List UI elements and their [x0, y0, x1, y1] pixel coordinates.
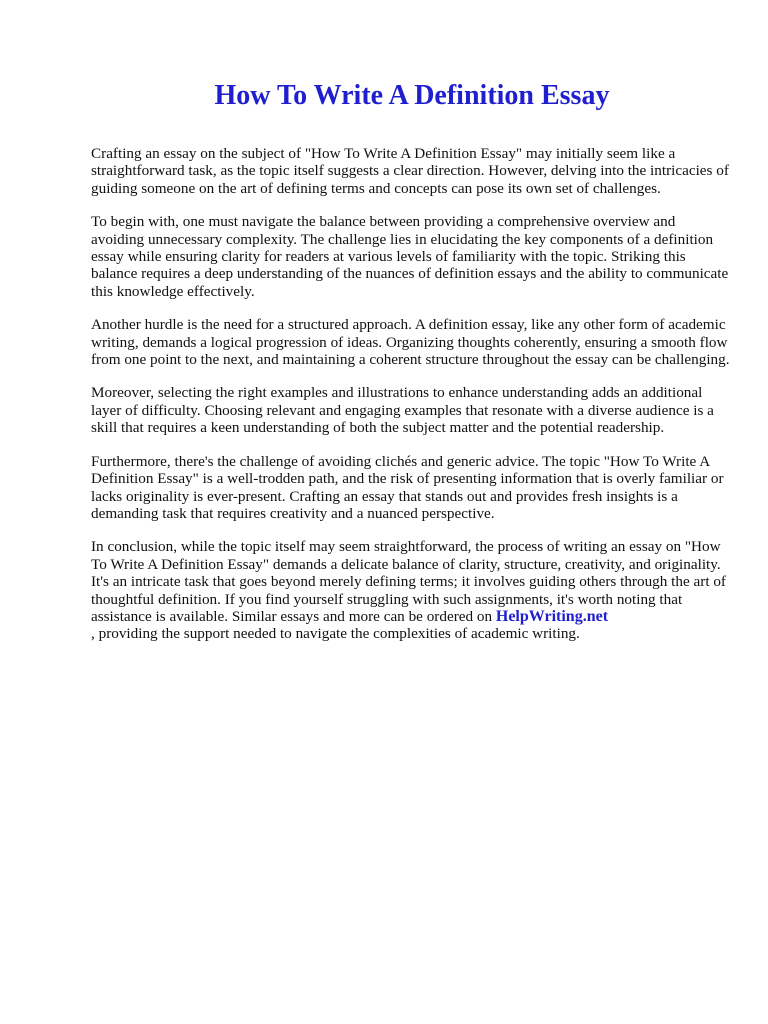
conclusion-tail-text: , providing the support needed to navigate the complexities of academic writing.	[91, 625, 580, 643]
paragraph-structure: Another hurdle is the need for a structured approach. A definition essay, like any other form of academic writing, demands a logical progression of ideas. Organizing thoughts coherently, ensuring a smooth flow from one point to the next, and maintaining a coherent structure throughout the essay can be challenging.	[91, 316, 730, 369]
conclusion-text: In conclusion, while the topic itself may seem straightforward, the process of writing an essay on "How To Write A Definition Essay" demands a delicate balance of clarity, structure, creativity, and originality. It's an intricate task that goes beyond merely defining terms; it involves guiding others through the art of thoughtful definition. If you find yourself struggling with such assignments, it's worth noting that assistance is available. Similar essays and more can be ordered on	[91, 538, 726, 625]
helpwriting-link[interactable]: HelpWriting.net	[495, 607, 609, 625]
paragraph-cliches: Furthermore, there's the challenge of avoiding clichés and generic advice. The topic "How To Write A Definition Essay" is a well-trodden path, and the risk of presenting information that is overly familiar or lacks originality is ever-present. Crafting an essay that stands out and provides fresh insights is a demanding task that requires creativity and a nuanced perspective.	[91, 452, 724, 522]
document-body	[91, 145, 731, 659]
document-title: How To Write A Definition Essay	[214, 80, 610, 111]
paragraph-intro: Crafting an essay on the subject of "How To Write A Definition Essay" may initially seem like a straightforward task, as the topic itself suggests a clear direction. However, delving into the intricacies of guiding someone on the art of defining terms and concepts can pose its own set of challenges.	[91, 145, 729, 197]
paragraph-examples: Moreover, selecting the right examples and illustrations to enhance understanding adds an additional layer of difficulty. Choosing relevant and engaging examples that resonate with a diverse audience is a skill that requires a keen understanding of both the subject matter and the potential readership.	[91, 384, 714, 437]
paragraph-conclusion	[91, 538, 731, 642]
paragraph-balance: To begin with, one must navigate the balance between providing a comprehensive overview and avoiding unnecessary complexity. The challenge lies in elucidating the key components of a definition essay while ensuring clarity for readers at various levels of familiarity with the topic. Striking this balance requires a deep understanding of the nuances of definition essays and the ability to communicate this knowledge effectively.	[91, 213, 729, 300]
